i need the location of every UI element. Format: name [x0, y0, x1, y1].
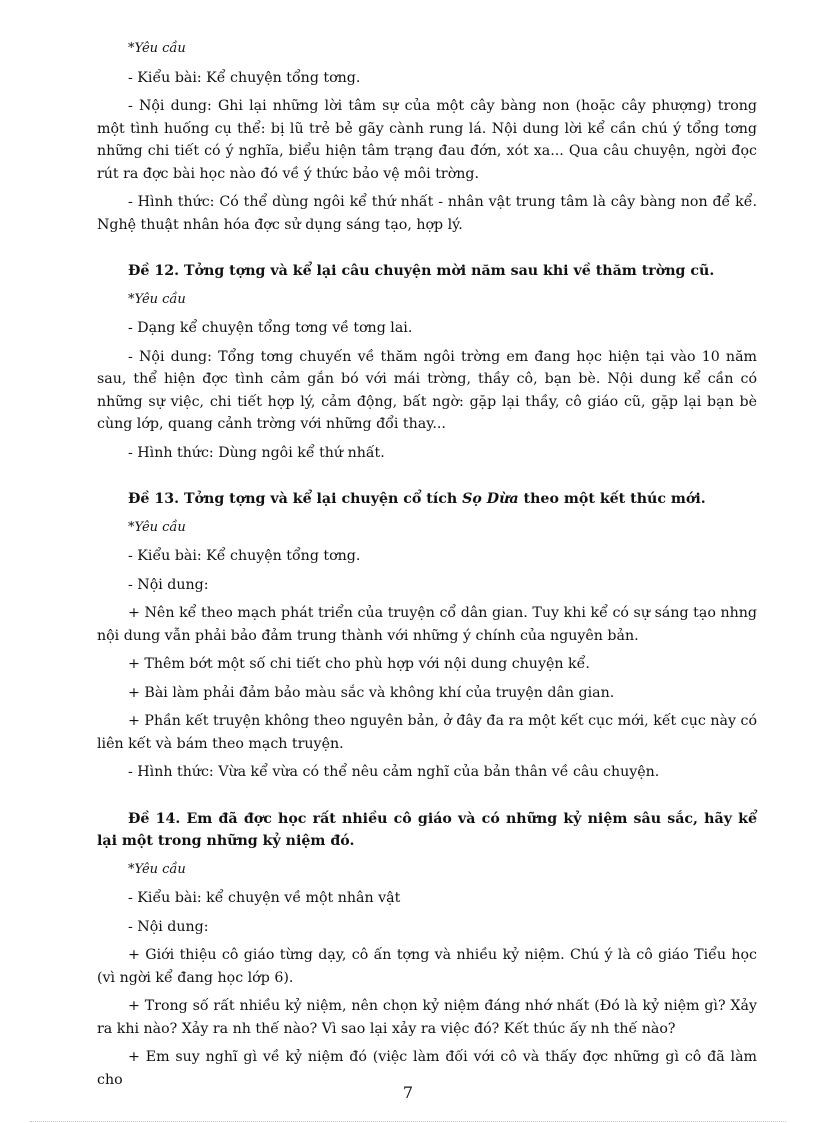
paragraph: + Trong số rất nhiều kỷ niệm, nên chọn kỷ niệm đáng nhớ nhất (Đó là kỷ niệm gì? Xảy ra khi nào? Xảy ra nh thế nào? Vì sao lại xảy ra việc đó? Kết thúc ấy nh thế nào?: [97, 998, 757, 1037]
footer-rule: [30, 1121, 786, 1122]
story-title: Sọ Dừa: [462, 491, 519, 507]
requirement-label: *Yêu cầu: [128, 41, 186, 56]
paragraph: + Nên kể theo mạch phát triển của truyện cổ dân gian. Tuy khi kể có sự sáng tạo nhng nội dung vẫn phải bảo đảm trung thành với những ý chính của nguyên bản.: [97, 605, 757, 644]
paragraph: - Kiểu bài: kể chuyện về một nhân vật: [128, 890, 401, 906]
paragraph: + Phần kết truyện không theo nguyên bản, ở đây đa ra một kết cục mới, kết cục này có liên kết và bám theo mạch truyện.: [97, 713, 757, 752]
heading-text: Đề 14. Em đã đợc học rất nhiều cô giáo và có những kỷ niệm sâu sắc, hãy kể lại một trong những kỷ niệm đó.: [97, 810, 757, 849]
requirement-label: *Yêu cầu: [128, 861, 186, 877]
heading-text: Đề 12. Tởng tợng và kể lại câu chuyện mời năm sau khi về thăm trờng cũ.: [128, 263, 715, 279]
paragraph: + Thêm bớt một số chi tiết cho phù hợp với nội dung chuyện kể.: [128, 656, 590, 672]
paragraph: - Dạng kể chuyện tổng tơng về tơng lai.: [128, 320, 413, 336]
paragraph: - Hình thức: Vừa kể vừa có thể nêu cảm nghĩ của bản thân về câu chuyện.: [128, 764, 660, 780]
section-heading: [97, 488, 757, 511]
section-heading: [97, 260, 757, 283]
paragraph: - Nội dung:: [128, 918, 209, 935]
paragraph: - Kiểu bài: Kể chuyện tổng tơng.: [128, 69, 361, 86]
paragraph: + Bài làm phải đảm bảo màu sắc và không khí của truyện dân gian.: [128, 684, 615, 701]
paragraph: - Kiểu bài: Kể chuyện tổng tơng.: [128, 548, 361, 564]
heading-text: Đề 13. Tởng tợng và kể lại chuyện cổ tích: [128, 491, 463, 507]
heading-text-tail: theo một kết thúc mới.: [518, 491, 706, 507]
section-heading: [97, 808, 757, 853]
paragraph: - Nội dung: Tổng tơng chuyến về thăm ngôi trờng em đang học hiện tại vào 10 năm sau, thể hiện đợc tình cảm gắn bó với mái trờng, thầy cô, bạn bè. Nội dung kể cần có những sự việc, chi tiết hợp lý, cảm động, bất ngờ: gặp lại thầy, cô giáo cũ, gặp lại bạn bè cùng lớp, quang cảnh trờng với những đổi thay...: [97, 348, 757, 432]
paragraph: - Nội dung: Ghi lại những lời tâm sự của một cây bàng non (hoặc cây phượng) trong một tình huống cụ thể: bị lũ trẻ bẻ gãy cành rung lá. Nội dung lời kể cần chú ý tổng tơng những chi tiết có ý nghĩa, biểu hiện tâm trạng đau đớn, xót xa... Qua câu chuyện, ngời đọc rút ra đợc bài học nào đó về ý thức bảo vệ môi trờng.: [97, 98, 757, 182]
requirement-label: *Yêu cầu: [128, 519, 186, 535]
page-number: 7: [402, 1083, 414, 1102]
paragraph: - Hình thức: Dùng ngôi kể thứ nhất.: [128, 444, 385, 461]
paragraph: + Giới thiệu cô giáo từng dạy, cô ấn tợng và nhiều kỷ niệm. Chú ý là cô giáo Tiểu học (vì ngời kể đang học lớp 6).: [97, 947, 757, 986]
paragraph: + Em suy nghĩ gì về kỷ niệm đó (việc làm đối với cô và thấy đợc những gì cô đã làm cho: [97, 1049, 757, 1088]
page-content: [97, 38, 757, 1097]
requirement-label: *Yêu cầu: [128, 291, 186, 307]
paragraph: - Hình thức: Có thể dùng ngôi kể thứ nhất - nhân vật trung tâm là cây bàng non để kể. Nghệ thuật nhân hóa đợc sử dụng sáng tạo, hợp lý.: [97, 194, 757, 233]
paragraph: - Nội dung:: [128, 576, 209, 593]
